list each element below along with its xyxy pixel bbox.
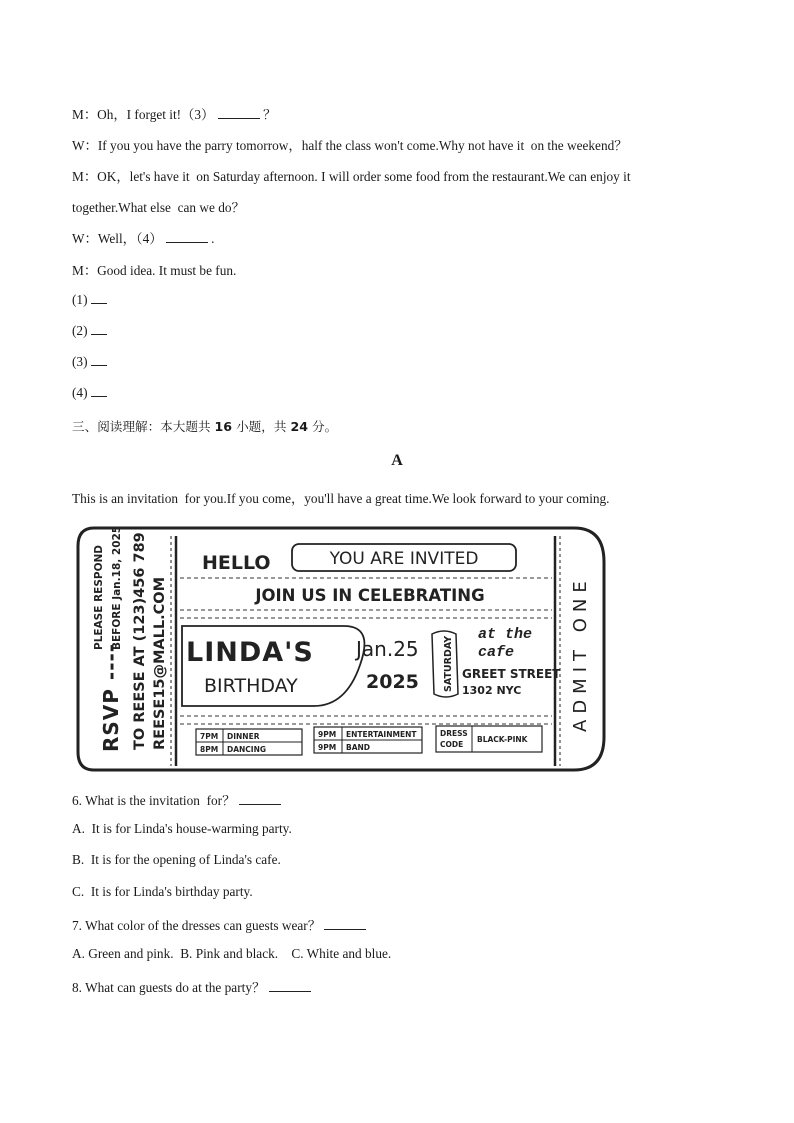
dress-label-1: DRESS bbox=[440, 729, 468, 738]
schedule-event-3: ENTERTAINMENT bbox=[346, 730, 417, 739]
ticket-rsvp: RSVP ---- bbox=[99, 642, 123, 752]
question-6-option-c[interactable]: C. It is for Linda's birthday party. bbox=[72, 884, 253, 899]
dress-label-2: CODE bbox=[440, 740, 464, 749]
ticket-at-the: at the bbox=[478, 626, 533, 643]
ticket-email: REESE15@MALL.COM bbox=[152, 576, 168, 750]
question-7-blank[interactable] bbox=[324, 917, 366, 930]
ticket-phone: TO REESE AT (123)456 789 bbox=[132, 532, 148, 750]
ticket-address: 1302 NYC bbox=[462, 684, 522, 697]
answer-line-4: (4) bbox=[72, 384, 107, 401]
answer-line-1: (1) bbox=[72, 291, 107, 308]
schedule-event-2: DANCING bbox=[227, 745, 267, 754]
dialogue-line-1: M：Oh，I forget it!（3） ？ bbox=[72, 107, 277, 122]
dialogue-line-6: M：Good idea. It must be fun. bbox=[72, 263, 237, 278]
question-8: 8. What can guests do at the party？ bbox=[72, 977, 311, 996]
ticket-date: Jan.25 bbox=[356, 637, 419, 661]
ticket-cafe: cafe bbox=[478, 644, 515, 661]
ticket-name: LINDA'S bbox=[186, 637, 314, 668]
ticket-please-respond: PLEASE RESPOND bbox=[93, 544, 105, 650]
dress-code-value: BLACK-PINK bbox=[477, 735, 528, 744]
answer-blank-3[interactable] bbox=[218, 106, 260, 119]
schedule-time-4: 9PM bbox=[318, 743, 337, 752]
ticket-birthday: BIRTHDAY bbox=[204, 675, 298, 697]
passage-intro: This is an invitation for you.If you come，you'll have a great time.We look forward to your coming. bbox=[72, 491, 610, 506]
answer-blank-4[interactable] bbox=[166, 230, 208, 243]
question-6-blank[interactable] bbox=[239, 792, 281, 805]
dialogue-line-4: together.What else can we do？ bbox=[72, 200, 245, 215]
question-6-option-a[interactable]: A. It is for Linda's house-warming party. bbox=[72, 821, 292, 836]
dialogue-line-2: W：If you you have the parry tomorrow，half the class won't come.Why not have it on the weekend？ bbox=[72, 138, 628, 153]
ticket-join-us: JOIN US IN CELEBRATING bbox=[255, 586, 485, 605]
ticket-hello: HELLO bbox=[202, 552, 271, 574]
schedule-time-1: 7PM bbox=[200, 732, 219, 741]
answer-field-2[interactable] bbox=[91, 322, 107, 335]
section-title: 三、阅读理解：本大题共 16 小题，共 24 分。 bbox=[72, 419, 338, 434]
schedule-time-3: 9PM bbox=[318, 730, 337, 739]
question-8-blank[interactable] bbox=[269, 979, 311, 992]
ticket-invited: YOU ARE INVITED bbox=[329, 549, 479, 569]
answer-line-3: (3) bbox=[72, 353, 107, 370]
answer-line-2: (2) bbox=[72, 322, 107, 339]
ticket-day: SATURDAY bbox=[443, 635, 454, 692]
answer-field-3[interactable] bbox=[91, 353, 107, 366]
question-7-options[interactable]: A. Green and pink. B. Pink and black. C. White and blue. bbox=[72, 946, 392, 961]
question-6: 6. What is the invitation for？ bbox=[72, 790, 281, 809]
answer-field-4[interactable] bbox=[91, 384, 107, 397]
schedule-time-2: 8PM bbox=[200, 745, 219, 754]
ticket-year: 2025 bbox=[366, 671, 419, 693]
ticket-admit-one: ADMIT ONE bbox=[570, 575, 591, 732]
answer-field-1[interactable] bbox=[91, 291, 107, 304]
invitation-ticket bbox=[74, 522, 608, 774]
question-7: 7. What color of the dresses can guests wear？ bbox=[72, 915, 366, 934]
dialogue-line-3: M：OK，let's have it on Saturday afternoon. I will order some food from the restaurant.We can enjoy it bbox=[72, 169, 631, 184]
schedule-event-1: DINNER bbox=[227, 732, 260, 741]
passage-label: A bbox=[391, 452, 403, 469]
ticket-before-date: BEFORE Jan.18, 2025 bbox=[111, 525, 123, 650]
ticket-street: GREET STREET bbox=[462, 667, 561, 681]
question-6-option-b[interactable]: B. It is for the opening of Linda's cafe. bbox=[72, 852, 281, 867]
schedule-event-4: BAND bbox=[346, 743, 371, 752]
dialogue-line-5: W：Well，（4） . bbox=[72, 231, 215, 246]
